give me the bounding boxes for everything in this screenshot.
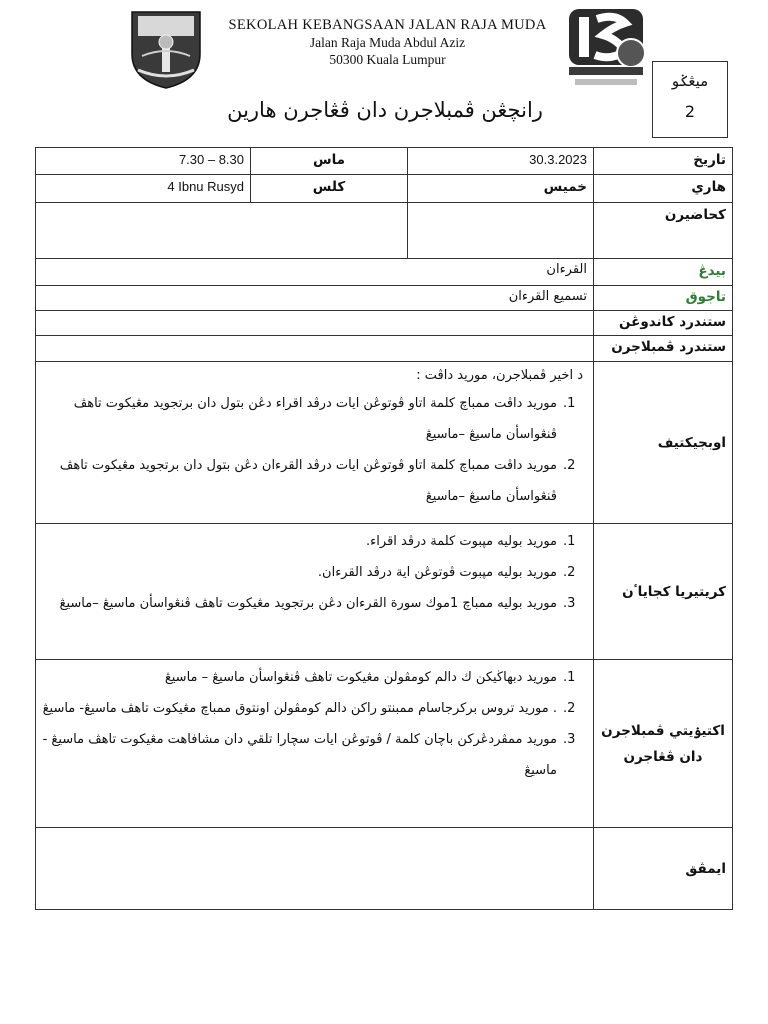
- learning-standard-label: ستندرد ڤمبلاجرن: [594, 336, 733, 362]
- content-standard-label: ستندرد كاندوڠن: [594, 311, 733, 336]
- school-city: 50300 Kuala Lumpur: [329, 52, 446, 67]
- school-street: Jalan Raja Muda Abdul Aziz: [309, 35, 466, 50]
- day-value: خميس: [408, 175, 594, 203]
- field-label: بيدڠ: [594, 259, 733, 286]
- activity-cell: [36, 660, 594, 828]
- list-item: موريد داڤت ممباچ كلمة اتاو ڤوتوڠن ايات درڤد القرءان دڠن بتول دان برتجويد مڠيكوت تاهڤ ڤنڠواسأن ماسيڠ –ماسيڠ: [59, 458, 557, 504]
- school-crest-logo: [126, 6, 206, 90]
- objective-list: [42, 388, 583, 512]
- reflection-label: ايمڤق: [594, 828, 733, 910]
- transformation-programme-logo: [565, 5, 647, 89]
- reflection-value: [36, 828, 594, 910]
- attendance-label: كحاضيرن: [594, 203, 733, 259]
- table-row-day: [36, 175, 733, 203]
- table-row-criteria: [36, 524, 733, 660]
- content-standard-value: [36, 311, 594, 336]
- table-row-date: [36, 148, 733, 175]
- topic-label: تاجوق: [594, 286, 733, 311]
- class-label: كلس: [251, 175, 408, 203]
- table-row-objective: [36, 362, 733, 524]
- school-name: SEKOLAH KEBANGSAAN JALAN RAJA MUDA: [228, 17, 547, 33]
- table-row-learning-standard: [36, 336, 733, 362]
- list-item: موريد بوليه مپبوت كلمة درڤد اقراء.: [366, 534, 557, 549]
- day-label: هاري: [594, 175, 733, 203]
- attendance-cell-left: [36, 203, 408, 259]
- activity-label: [594, 660, 733, 828]
- page-header: [0, 0, 768, 145]
- objective-cell: [36, 362, 594, 524]
- attendance-cell-mid: [408, 203, 594, 259]
- field-value: القرءان: [36, 259, 594, 286]
- week-number: 2: [684, 102, 696, 121]
- time-label: ماس: [251, 148, 408, 175]
- table-row-field: [36, 259, 733, 286]
- criteria-label: كريتيريا كجاياٴن: [594, 524, 733, 660]
- lesson-plan-table: [35, 147, 733, 910]
- objective-label: اوبجيكتيف: [594, 362, 733, 524]
- date-label: تاريخ: [594, 148, 733, 175]
- class-value: 4 Ibnu Rusyd: [36, 175, 251, 203]
- criteria-list: [42, 526, 583, 619]
- learning-standard-value: [36, 336, 594, 362]
- topic-value: تسميع القرءان: [36, 286, 594, 311]
- list-item: موريد دبهاڬيكن ك دالم كومڤولن مڠيكوت تاهڤ ڤنڠواسأن ماسيڠ – ماسيڠ: [164, 670, 557, 685]
- table-row-activity: [36, 660, 733, 828]
- list-item: . موريد تروس بركرجاسام ممبنتو راكن دالم كومڤولن اونتوق ممباچ مڠيكوت تاهڤ ماسيڠ- ماسيڠ: [42, 701, 557, 716]
- table-row-reflection: [36, 828, 733, 910]
- week-label: ميڠݢو: [671, 72, 709, 90]
- activity-label-line2: دان ڤڠاجرن: [623, 748, 703, 765]
- table-row-content-standard: [36, 311, 733, 336]
- list-item: موريد داڤت ممباچ كلمة اتاو ڤوتوڠن ايات درڤد اقراء دڠن بتول دان برتجويد مڠيكوت تاهڤ ڤنڠواسأن ماسيڠ –ماسيڠ: [73, 396, 557, 442]
- criteria-cell: [36, 524, 594, 660]
- activity-label-line1: اكتيۏيتي ڤمبلاجرن: [601, 722, 725, 739]
- table-row-attendance: [36, 203, 733, 259]
- table-row-topic: [36, 286, 733, 311]
- week-box: [652, 61, 728, 138]
- activity-list: [42, 662, 583, 786]
- date-value: 30.3.2023: [408, 148, 594, 175]
- list-item: موريد بوليه ممباچ 1موك سورة القرءان دڠن برتجويد مڠيكوت تاهڤ ڤنڠواسأن ماسيڠ –ماسيڠ: [59, 596, 557, 611]
- list-item: موريد بوليه مپبوت ڤوتوڠن اية درڤد القرءان.: [317, 565, 557, 580]
- objective-intro: د اخير ڤمبلاجرن، موريد داڤت :: [416, 368, 583, 383]
- lesson-plan-title: رانچڠن ڤمبلاجرن دان ڤڠاجرن هارين: [227, 98, 543, 122]
- list-item: موريد ممڤردڠركن باچان كلمة / ڤوتوڠن ايات سچارا تلقي دان مشافاهت مڠيكوت تاهڤ ماسيڠ - ماسيڠ: [42, 732, 557, 778]
- time-value: 7.30 – 8.30: [36, 148, 251, 175]
